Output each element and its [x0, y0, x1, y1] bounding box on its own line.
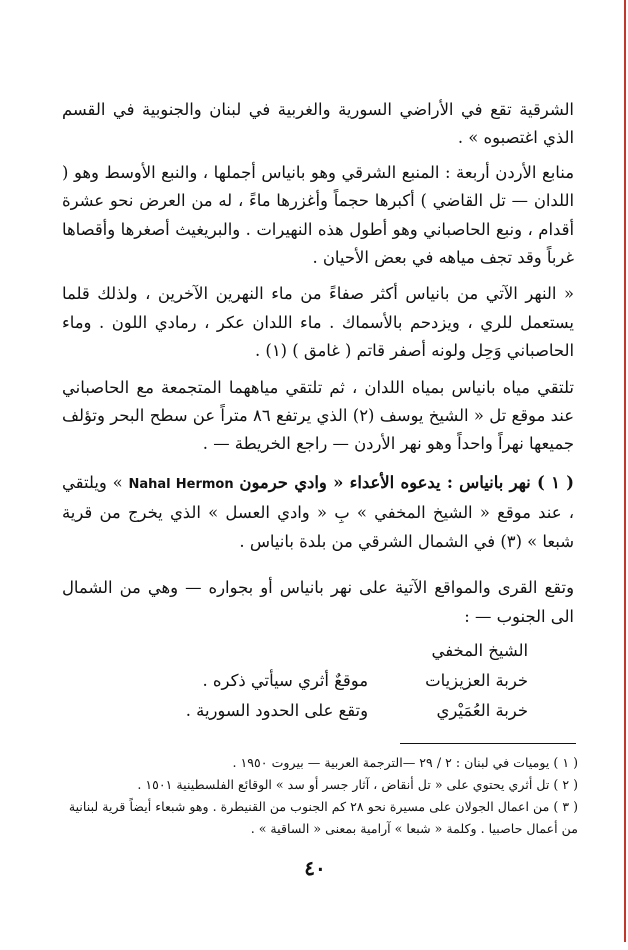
- site-note: وتقع على الحدود السورية .: [185, 700, 368, 720]
- footnotes: [58, 752, 578, 840]
- nahal-hermon-term: Nahal Hermon: [128, 476, 234, 492]
- paragraph-villages-intro: وتقع القرى والمواقع الآتية على نهر بانياس أو بجواره — وهي من الشمال الى الجنوب — :: [62, 578, 574, 626]
- sites-list: [62, 637, 574, 727]
- site-name: خربة العزيزيات: [425, 670, 528, 690]
- paragraph-jordan-sources: منابع الأردن أربعة : المنبع الشرقي وهو بانياس أجملها ، والنبع الأوسط وهو ( اللدان — تل القاضي ) أكبرها حجماً وأغزرها ماءً ، له من العرض نحو عشرة أقدام ، ونبع الحاصباني وهو أطول هذه النهيرات . والبريغيث أصغرها وأقصاها غرباً وقد تجف مياهه في بعض الأحيان .: [62, 162, 574, 268]
- paragraph-quote-banias: « النهر الآتي من بانياس أكثر صفاءً من ماء النهرين الآخرين ، ولذلك قلما يستعمل للري ، ويزدحم بالأسماك . ماء اللدان عكر ، رمادي اللون . وماء الحاصباني وَحِل ولونه أصفر قاتم ( غامق ) (١) .: [62, 284, 574, 361]
- paragraph-continuation: الشرقية تقع في الأراضي السورية والغربية في لبنان والجنوبية في القسم الذي اغتصبوه » .: [62, 100, 574, 148]
- site-note: موقعٌ أثري سيأتي ذكره .: [202, 670, 368, 690]
- list-item: [62, 697, 574, 727]
- footnote-3: ( ٣ ) من اعمال الجولان على مسيرة نحو ٢٨ كم الجنوب من القنيطرة . وهو شبعاء أيضاً قرية لبنانية من أعمال حاصبيا . وكلمة « شبعا » آرامية بمعنى « الساقية » .: [68, 799, 578, 836]
- footnote-2: ( ٢ ) تل أثري يحتوي على « تل أنقاض ، آثار جسر أو سد » الوقائع الفلسطينية ١٥٠١ .: [137, 777, 578, 792]
- site-name: خربة العُمَيْري: [436, 700, 528, 720]
- footnote-divider: [400, 743, 576, 744]
- page-number: ٤٠: [304, 856, 326, 880]
- paragraph-confluence: تلتقي مياه بانياس بمياه اللدان ، ثم تلتقي مياههما المتجمعة مع الحاصباني عند موقع تل « الشيخ يوسف (٢) الذي يرتفع ٨٦ متراً عن سطح البحر وتؤلف جميعها نهراً واحداً وهو نهر الأردن — راجع الخريطة — .: [62, 377, 574, 454]
- paragraph-banias-river: [62, 469, 574, 556]
- list-item: [62, 667, 574, 697]
- banias-river-text: » ويلتقي ، عند موقع « الشيخ المخفي » بِ « وادي العسل » الذي يخرج من قرية شبعا » (٣) في الشمال الشرقي من بلدة بانياس .: [62, 472, 574, 551]
- footnote-1: ( ١ ) يوميات في لبنان : ٢ / ٢٩ —الترجمة العربية — بيروت ١٩٥٠ .: [232, 755, 578, 770]
- banias-river-heading: ( ١ ) نهر بانياس : يدعوه الأعداء « وادي حرمون: [239, 472, 574, 492]
- site-name: الشيخ المخفي: [431, 640, 528, 660]
- list-item: [62, 637, 574, 667]
- document-body: [62, 96, 574, 727]
